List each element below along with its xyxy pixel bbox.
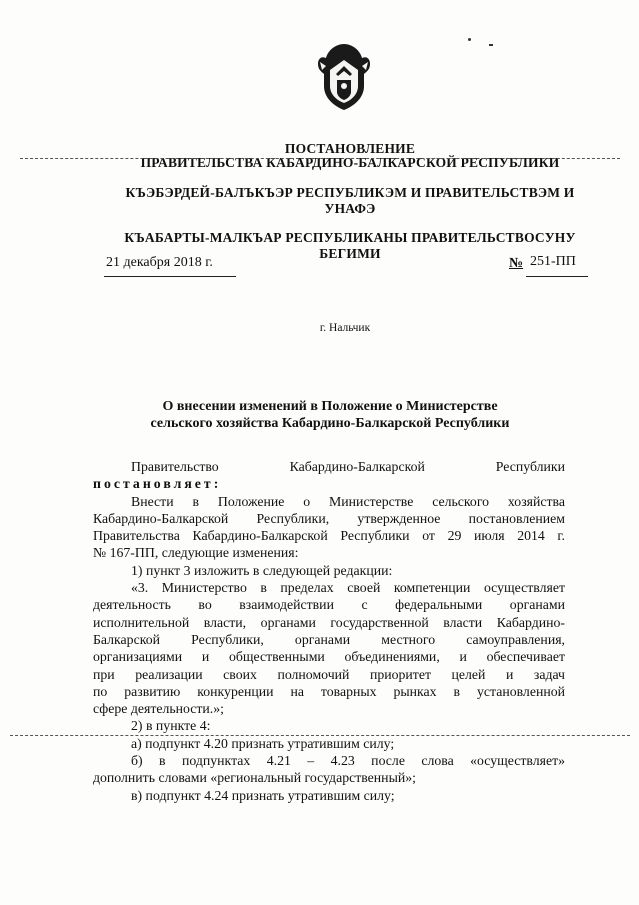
number-underline bbox=[526, 276, 588, 277]
quote-line: по развитию конкуренции на товарных рынках в установленной bbox=[93, 683, 565, 699]
title-line: О внесении изменений в Положение о Министерстве bbox=[162, 399, 498, 414]
list-item-continuation: дополнить словами «региональный государственный»; bbox=[93, 770, 416, 786]
list-item: б) в подпунктах 4.21 – 4.23 после слова «осуществляет» bbox=[131, 753, 565, 769]
list-item: 2) в пункте 4: bbox=[131, 718, 211, 734]
header-divider bbox=[20, 158, 620, 159]
quote-line: при реализации своих полномочий приоритет целей и задач bbox=[93, 666, 565, 682]
document-body bbox=[93, 458, 565, 804]
kabardian-heading-line1: КЪЭБЭРДЕЙ-БАЛЪКЪЭР РЕСПУБЛИКЭМ И ПРАВИТЕЛЬСТВЭМ И bbox=[125, 185, 575, 200]
quote-line: Балкарской Республики, органами местного самоуправления, bbox=[93, 631, 565, 647]
intro-word: Кабардино-Балкарской bbox=[289, 459, 425, 474]
paragraph-line: Внести в Положение о Министерстве сельского хозяйства bbox=[131, 493, 565, 509]
paragraph-line: № 167-ПП, следующие изменения: bbox=[93, 545, 299, 561]
number-label: № bbox=[509, 256, 524, 271]
city-label: г. Нальчик bbox=[319, 322, 371, 334]
list-item: в) подпункт 4.24 признать утратившим силу; bbox=[131, 787, 395, 803]
quote-line: деятельность во взаимодействии с федеральными органами bbox=[93, 597, 565, 613]
document-date: 21 декабря 2018 г. bbox=[106, 255, 213, 270]
quote-line: «3. Министерство в пределах своей компетенции осуществляет bbox=[131, 580, 565, 596]
scan-speck bbox=[489, 44, 493, 46]
scan-speck bbox=[468, 38, 471, 41]
resolution-heading: ПОСТАНОВЛЕНИЕ bbox=[284, 141, 416, 156]
document-title bbox=[110, 398, 550, 432]
intro-line bbox=[93, 458, 565, 475]
list-item: 1) пункт 3 изложить в следующей редакции: bbox=[131, 562, 393, 578]
date-underline bbox=[104, 276, 236, 277]
intro-word: Правительство bbox=[131, 459, 219, 474]
document-number: 251-ПП bbox=[530, 254, 576, 269]
paragraph-line: Правительства Кабардино-Балкарской Республики от 29 июля 2014 г. bbox=[93, 528, 565, 544]
quote-line: сфере деятельности.»; bbox=[93, 701, 224, 717]
title-line: сельского хозяйства Кабардино-Балкарской Республики bbox=[150, 416, 510, 431]
quote-line: исполнительной власти, органами государственной власти Кабардино- bbox=[93, 614, 565, 630]
balkar-heading-line1: КЪАБАРТЫ-МАЛКЪАР РЕСПУБЛИКАНЫ ПРАВИТЕЛЬСТВОСУНУ bbox=[124, 230, 576, 245]
list-item: а) подпункт 4.20 признать утратившим силу; bbox=[131, 735, 395, 751]
scan-fold-line bbox=[10, 735, 630, 736]
quote-line: организациями и общественными объединениями, и обеспечивает bbox=[93, 649, 565, 665]
intro-word: Республики bbox=[495, 459, 565, 474]
paragraph-line: Кабардино-Балкарской Республики, утвержденное постановлением bbox=[93, 510, 565, 526]
kabardian-heading-line2: УНАФЭ bbox=[324, 201, 376, 216]
balkar-heading-line2: БЕГИМИ bbox=[319, 246, 381, 261]
decree-word: постановляет: bbox=[93, 476, 222, 492]
government-heading: ПРАВИТЕЛЬСТВА КАБАРДИНО-БАЛКАРСКОЙ РЕСПУБЛИКИ bbox=[140, 155, 560, 170]
coat-of-arms-emblem bbox=[314, 40, 374, 112]
